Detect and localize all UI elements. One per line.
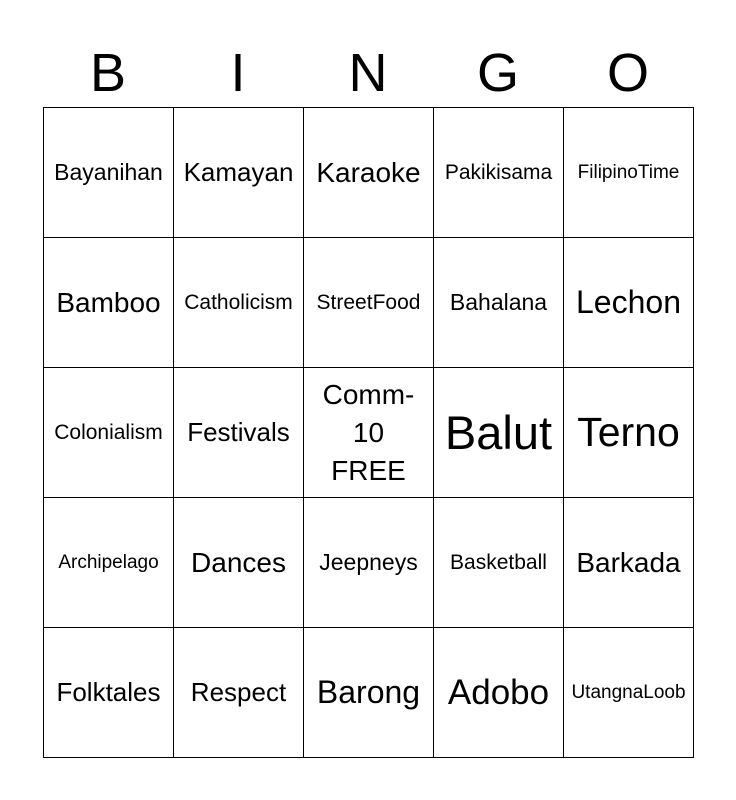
bingo-cell[interactable]: Jeepneys <box>304 498 434 628</box>
header-letter-b: B <box>89 43 127 103</box>
bingo-header <box>43 38 693 108</box>
bingo-cell[interactable]: FilipinoTime <box>564 108 694 238</box>
bingo-cell[interactable]: UtangnaLoob <box>564 628 694 758</box>
bingo-cell[interactable]: Archipelago <box>44 498 174 628</box>
header-letter-i: I <box>230 43 246 103</box>
header-letter-g: G <box>476 43 519 103</box>
bingo-cell[interactable]: Lechon <box>564 238 694 368</box>
bingo-cell[interactable]: Barkada <box>564 498 694 628</box>
bingo-cell[interactable]: Adobo <box>434 628 564 758</box>
header-letter-o: O <box>606 43 649 103</box>
bingo-cell[interactable]: Terno <box>564 368 694 498</box>
free-space-cell[interactable]: Comm- 10 FREE <box>304 368 434 498</box>
bingo-cell[interactable]: Festivals <box>174 368 304 498</box>
bingo-cell[interactable]: Bayanihan <box>44 108 174 238</box>
bingo-cell[interactable]: Colonialism <box>44 368 174 498</box>
bingo-cell[interactable]: Catholicism <box>174 238 304 368</box>
bingo-cell[interactable]: Barong <box>304 628 434 758</box>
header-letter-n: N <box>348 43 388 103</box>
bingo-cell[interactable]: Karaoke <box>304 108 434 238</box>
bingo-cell[interactable]: Pakikisama <box>434 108 564 238</box>
bingo-cell[interactable]: Bamboo <box>44 238 174 368</box>
bingo-cell[interactable]: Dances <box>174 498 304 628</box>
bingo-grid <box>43 107 694 758</box>
bingo-cell[interactable]: StreetFood <box>304 238 434 368</box>
bingo-cell[interactable]: Folktales <box>44 628 174 758</box>
bingo-cell[interactable]: Basketball <box>434 498 564 628</box>
bingo-cell[interactable]: Respect <box>174 628 304 758</box>
bingo-cell[interactable]: Balut <box>434 368 564 498</box>
bingo-cell[interactable]: Bahalana <box>434 238 564 368</box>
bingo-cell[interactable]: Kamayan <box>174 108 304 238</box>
